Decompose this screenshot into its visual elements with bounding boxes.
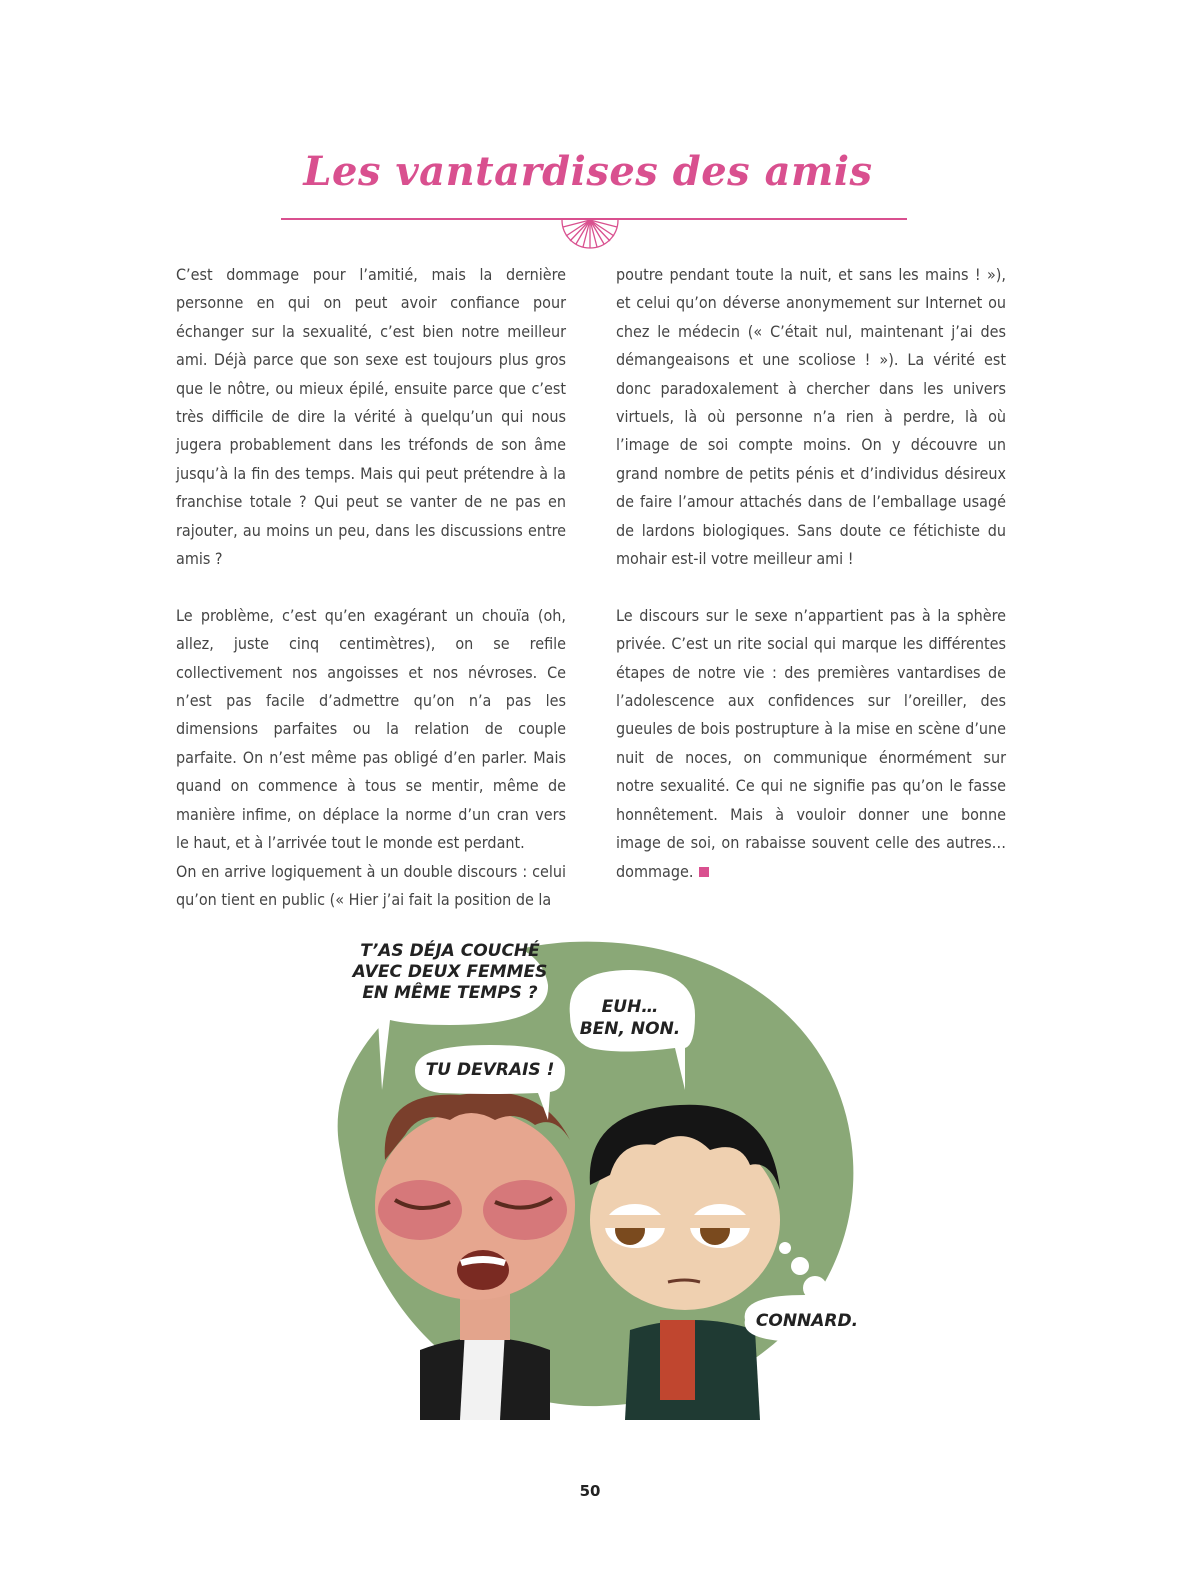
character-left: [375, 1092, 575, 1420]
bubble-line: EN MÊME TEMPS ?: [362, 983, 538, 1003]
paragraph: Le problème, c’est qu’en exagérant un chouïa (oh, allez, juste cinq centimètres), on se refile collectivement nos angoisses et nos névroses. Ce n’est pas facile d’admettre qu’on n’a pas les dimensions parfaites ou la relation de couple parfaite. On n’est même pas obligé d’en parler. Mais quand on commence à tous se mentir, même de manière infime, on déplace la norme d’un cran vers le haut, et à l’arrivée tout le monde est perdant.: [176, 605, 566, 853]
paragraph: poutre pendant toute la nuit, et sans les mains ! »), et celui qu’on déverse anonymement sur Internet ou chez le médecin (« C’était nul, maintenant j’ai des démangeaisons et une scoliose ! »). La vérité est donc paradoxalement à chercher dans les univers virtuels, là où personne n’a rien à perdre, là où l’image de soi compte moins. On y découvre un grand nombre de petits pénis et d’individus désireux de faire l’amour attachés dans de l’emballage usagé de lardons biologiques. Sans doute ce fétichiste du mohair est-il votre meilleur ami !: [616, 265, 1006, 569]
page-number: 50: [579, 1482, 601, 1500]
comic-illustration: [300, 930, 880, 1420]
end-of-article-square-icon: [699, 867, 709, 877]
bubble-line: BEN, NON.: [579, 1019, 681, 1039]
text-column-left: [176, 261, 566, 914]
paragraph: C’est dommage pour l’amitié, mais la dernière personne en qui on peut avoir confiance pour échanger sur la sexualité, c’est bien notre meilleur ami. Déjà parce que son sexe est toujours plus gros que le nôtre, ou mieux épilé, ensuite parce que c’est très difficile de dire la vérité à quelqu’un qui nous jugera probablement dans les tréfonds de son âme jusqu’à la fin des temps. Mais qui peut prétendre à la franchise totale ? Qui peut se vanter de ne pas en rajouter, au moins un peu, dans les discussions entre amis ?: [176, 265, 566, 569]
bubble-line: T’AS DÉJA COUCHÉ: [360, 941, 540, 961]
paragraph-last: [616, 602, 1006, 886]
page-title: Les vantardises des amis: [303, 148, 873, 195]
bubble-line: EUH…: [601, 997, 659, 1017]
bubble-text: TU DEVRAIS !: [425, 1060, 555, 1080]
text-column-right: [616, 261, 1006, 886]
paragraph: On en arrive logiquement à un double discours : celui qu’on tient en public (« Hier j’ai fait la position de la: [176, 861, 566, 909]
bubble-line: AVEC DEUX FEMMES: [352, 962, 548, 982]
sunburst-ornament-icon: [561, 219, 619, 249]
paragraph-text: Le discours sur le sexe n’appartient pas à la sphère privée. C’est un rite social qui marque les différentes étapes de notre vie : des premières vantardises de l’adolescence aux confidences sur l’oreiller, des gueules de bois postrupture à la mise en scène d’une nuit de noces, on communique énormément sur notre sexualité. Ce qui ne signifie pas qu’on le fasse honnêtement. Mais à vouloir donner une bonne image de soi, on rabaisse souvent celle des autres… dommage.: [616, 605, 1006, 881]
bubble-text: CONNARD.: [755, 1311, 859, 1331]
